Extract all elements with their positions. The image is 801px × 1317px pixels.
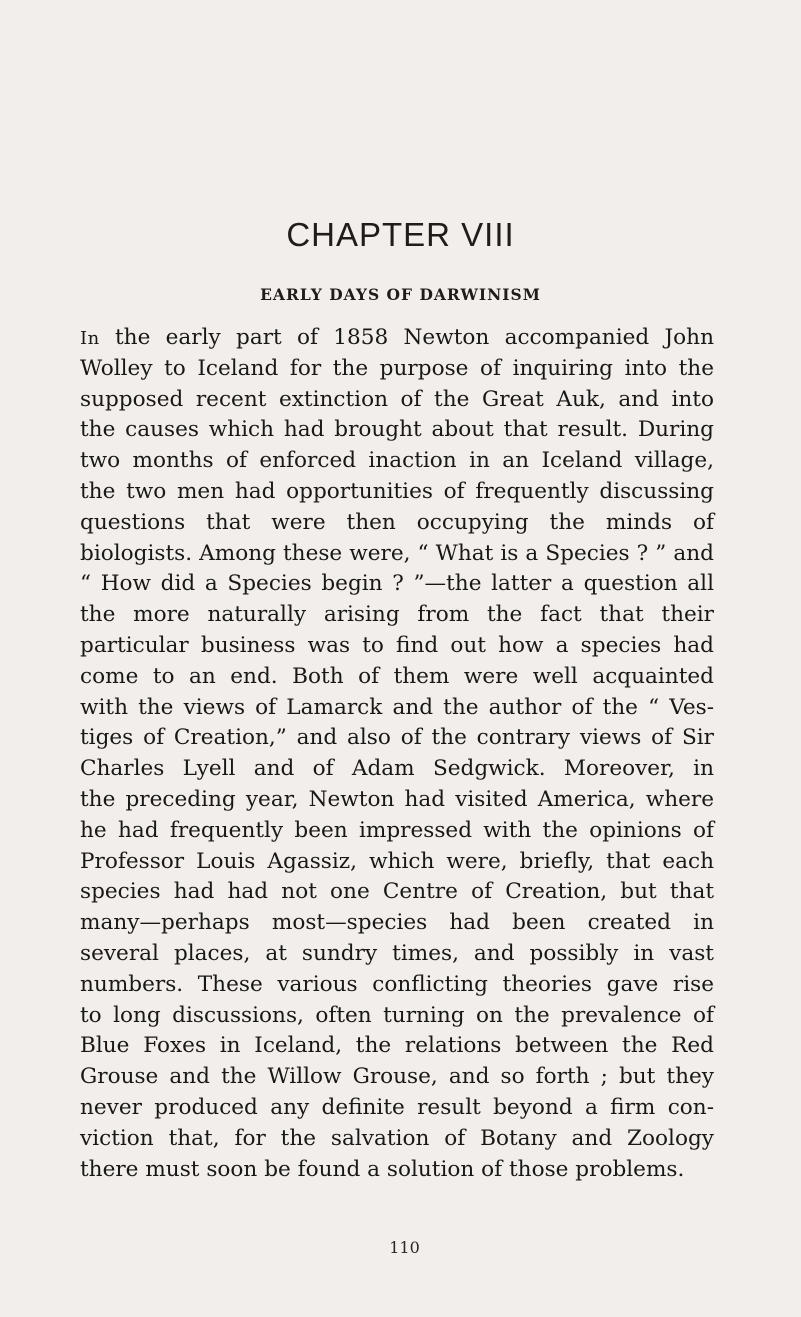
text-line: he had frequently been impressed with the opinions of: [80, 817, 714, 843]
chapter-subtitle: EARLY DAYS OF DARWINISM: [260, 285, 541, 304]
text-line: many—perhaps most—species had been created in: [80, 910, 714, 936]
text-line: two months of enforced inaction in an Iceland village,: [80, 448, 714, 474]
text-line: there must soon be found a solution of those problems.: [80, 1156, 685, 1182]
text-line: species had had not one Centre of Creation, but that: [80, 879, 714, 905]
page-number: 110: [389, 1238, 420, 1257]
text-line: Grouse and the Willow Grouse, and so forth ; but they: [80, 1064, 714, 1090]
text-line: Wolley to Iceland for the purpose of inquiring into the: [80, 355, 714, 381]
text-line: “ How did a Species begin ? ”—the latter a question all: [80, 571, 714, 597]
text-line: biologists. Among these were, “ What is a Species ? ” and: [80, 540, 714, 566]
text-line: particular business was to find out how a species had: [80, 632, 714, 658]
text-line: supposed recent extinction of the Great Auk, and into: [80, 386, 714, 412]
chapter-heading: CHAPTER VIII: [286, 216, 515, 253]
text-line: the preceding year, Newton had visited America, where: [80, 786, 714, 812]
text-line: Charles Lyell and of Adam Sedgwick. Moreover, in: [80, 756, 714, 782]
text-line: questions that were then occupying the minds of: [80, 509, 714, 535]
text-line: the two men had opportunities of frequently discussing: [80, 478, 714, 504]
text-line: Blue Foxes in Iceland, the relations between the Red: [80, 1033, 714, 1059]
text-line: tiges of Creation,” and also of the contrary views of Sir: [80, 725, 714, 751]
text-line: Professor Louis Agassiz, which were, briefly, that each: [80, 848, 714, 874]
text-line-rest: the early part of 1858 Newton accompanied John: [99, 325, 714, 350]
text-line: the causes which had brought about that result. During: [80, 417, 714, 443]
text-line: numbers. These various conflicting theories gave rise: [80, 971, 714, 997]
text-line: with the views of Lamarck and the author of the “ Ves-: [80, 694, 714, 720]
text-line: [80, 323, 714, 354]
text-line: come to an end. Both of them were well acquainted: [80, 663, 714, 689]
text-line: viction that, for the salvation of Botany and Zoology: [80, 1125, 714, 1151]
body-text: [80, 323, 714, 1185]
text-line: never produced any definite result beyond a firm con-: [80, 1094, 714, 1120]
text-line: several places, at sundry times, and possibly in vast: [80, 940, 714, 966]
first-word: In: [80, 328, 100, 349]
text-line: the more naturally arising from the fact that their: [80, 602, 714, 628]
text-line: to long discussions, often turning on the prevalence of: [80, 1002, 714, 1028]
